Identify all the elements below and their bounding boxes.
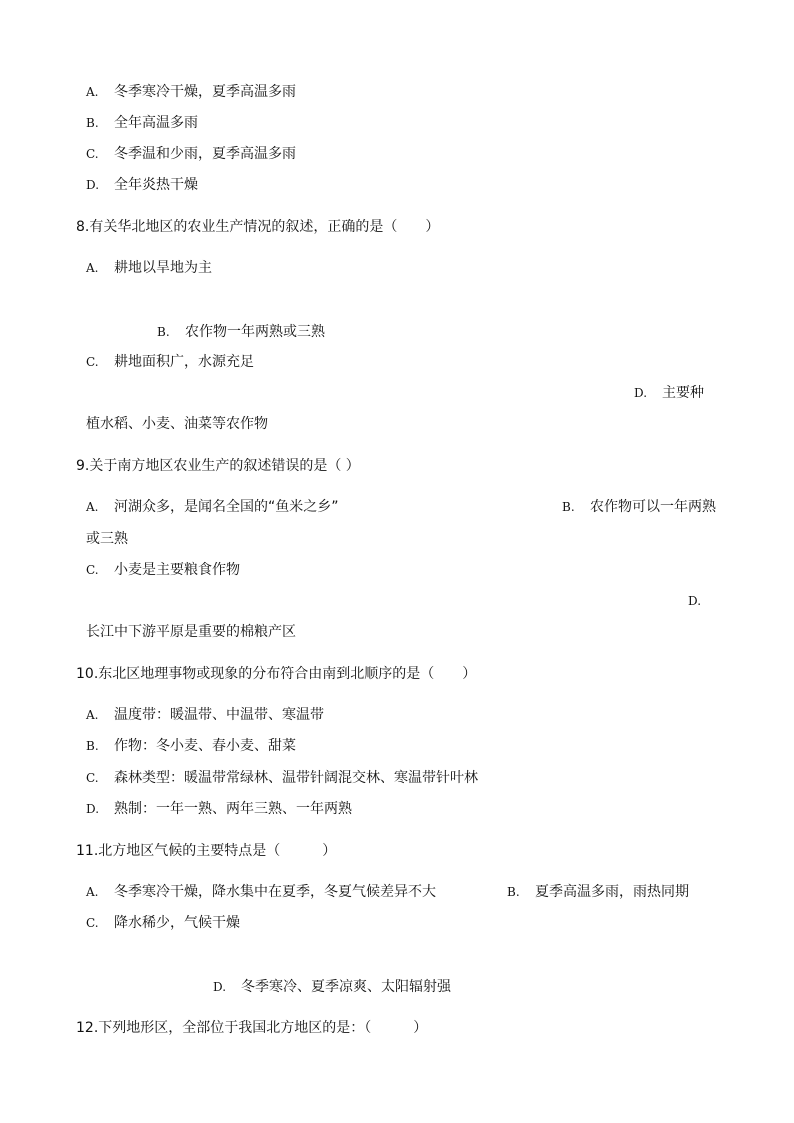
q7-option-c [86,145,296,163]
option-text: 夏季高温多雨，雨热同期 [535,884,689,900]
option-text: 小麦是主要粮食作物 [114,562,240,578]
option-text: 全年高温多雨 [114,115,198,131]
q8-option-b [157,323,325,341]
q10-stem: 10.东北区地理事物或现象的分布符合由南到北顺序的是（ ） [76,666,477,682]
q8-stem: 8.有关华北地区的农业生产情况的叙述，正确的是（ ） [76,219,440,235]
q11-option-c [86,914,240,932]
q9-option-d [688,592,716,610]
option-letter: D. [688,594,702,608]
option-letter: C. [86,563,99,577]
option-letter: A. [86,261,99,275]
option-text: 温度带：暖温带、中温带、寒温带 [114,707,324,723]
option-letter: B. [86,116,99,130]
q8-option-d [634,384,704,402]
q9-option-a [86,498,339,516]
option-letter: B. [157,325,170,339]
option-text: 冬季寒冷干燥，夏季高温多雨 [114,84,296,100]
option-letter: D. [634,386,648,400]
option-letter: A. [86,500,99,514]
option-letter: D. [86,802,100,816]
q10-option-c [86,769,478,787]
q9-option-d-continued: 长江中下游平原是重要的棉粮产区 [86,624,296,640]
q8-option-d-continued: 植水稻、小麦、油菜等农作物 [86,416,268,432]
q8-option-c [86,353,254,371]
q9-option-b [562,498,716,516]
option-text: 冬季寒冷干燥，降水集中在夏季，冬夏气候差异不大 [114,884,436,900]
q7-option-b [86,114,198,132]
option-text: 作物：冬小麦、春小麦、甜菜 [114,738,296,754]
q11-option-b [507,883,689,901]
option-letter: A. [86,885,99,899]
q11-option-d [213,978,451,996]
option-text: 熟制：一年一熟、两年三熟、一年两熟 [114,801,352,817]
q9-stem: 9.关于南方地区农业生产的叙述错误的是（ ） [76,458,360,474]
q10-option-a [86,706,324,724]
option-text: 冬季寒冷、夏季凉爽、太阳辐射强 [241,979,451,995]
option-letter: C. [86,355,99,369]
q11-stem: 11.北方地区气候的主要特点是（ ） [76,843,337,859]
option-letter: D. [86,178,100,192]
option-text: 耕地以旱地为主 [114,260,212,276]
q11-option-a [86,883,436,901]
q10-option-b [86,737,296,755]
option-letter: B. [86,739,99,753]
q9-option-c [86,561,240,579]
option-text: 河湖众多，是闻名全国的“鱼米之乡” [114,499,339,515]
q7-option-a [86,83,296,101]
option-text: 农作物可以一年两熟 [590,499,716,515]
option-text: 森林类型：暖温带常绿林、温带针阔混交林、寒温带针叶林 [114,770,478,786]
option-letter: B. [562,500,575,514]
option-text: 全年炎热干燥 [114,177,198,193]
q8-option-a [86,259,212,277]
option-letter: A. [86,85,99,99]
option-letter: C. [86,916,99,930]
option-text: 耕地面积广，水源充足 [114,354,254,370]
q10-option-d [86,800,352,818]
q9-option-b-continued: 或三熟 [86,531,128,547]
option-letter: C. [86,147,99,161]
option-letter: C. [86,771,99,785]
q7-option-d [86,176,198,194]
option-letter: A. [86,708,99,722]
option-text: 降水稀少，气候干燥 [114,915,240,931]
option-text: 主要种 [662,385,704,401]
option-letter: B. [507,885,520,899]
option-text: 农作物一年两熟或三熟 [185,324,325,340]
q12-stem: 12.下列地形区，全部位于我国北方地区的是：（ ） [76,1020,428,1036]
option-letter: D. [213,980,227,994]
option-text: 冬季温和少雨，夏季高温多雨 [114,146,296,162]
